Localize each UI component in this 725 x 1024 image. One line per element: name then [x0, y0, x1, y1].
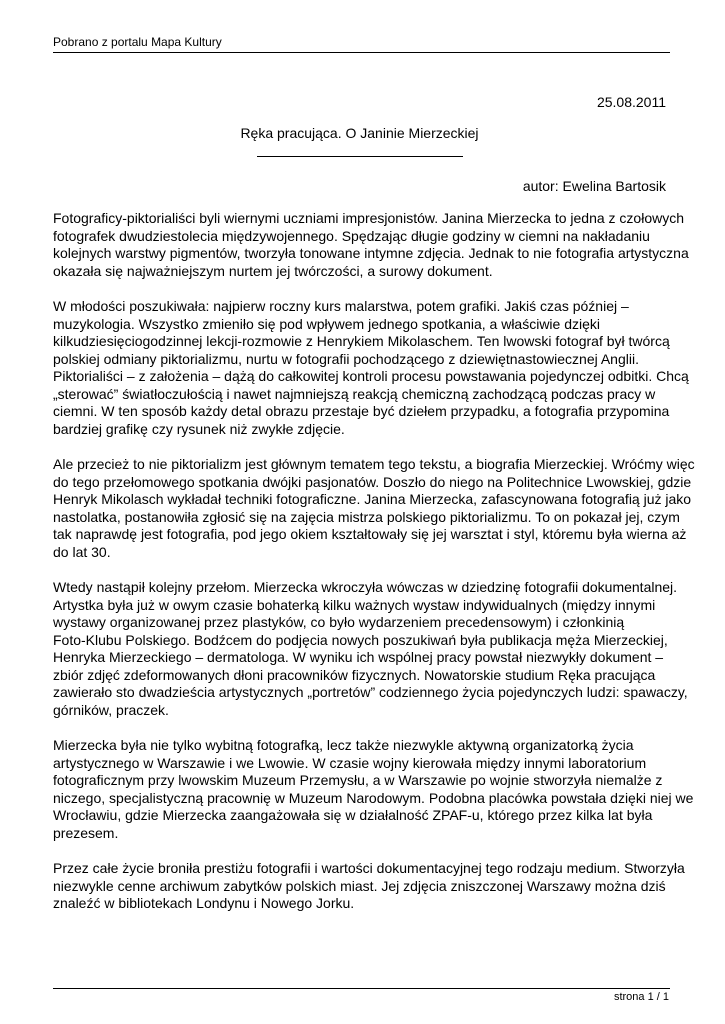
text-line: tak naprawdę jest fotografia, pod jego okiem kształtowały się jej warsztat i styl, któremu była wierna aż: [53, 526, 687, 542]
text-line: górników, praczek.: [53, 701, 169, 718]
title-underline: [257, 156, 463, 157]
text-line: Mierzecka była nie tylko wybitną fotografką, lecz także niezwykle aktywną organizatorką życia: [53, 737, 634, 753]
paragraph-1: [53, 210, 689, 280]
header-divider: [53, 52, 670, 53]
text-line: do lat 30.: [53, 543, 111, 560]
text-line: do tego przełomowego spotkania dwójki pasjonatów. Doszło do niego na Politechnice Lwowskiej, gdzie: [53, 473, 692, 490]
text-line: Foto-Klubu Polskiego. Bodźcem do podjęcia nowych poszukiwań była publikacja męża Mierzeckiej,: [53, 631, 668, 648]
paragraph-3: [53, 456, 695, 561]
text-line: Piktorialiści – z założenia – dążą do całkowitej kontroli procesu powstawania pojedynczej odbitki. Chcą: [53, 368, 689, 384]
paragraph-2: [53, 298, 689, 438]
paragraph-4: [53, 579, 688, 719]
text-line: Przez całe życie broniła prestiżu fotografii i wartości dokumentacyjnej tego rodzaju medium. Stworzyła: [53, 860, 685, 876]
text-line: artystycznego w Warszawie i we Lwowie. W czasie wojny kierowała między innymi laboratorium: [53, 754, 647, 771]
article-title: Ręka pracująca. O Janinie Mierzeckiej: [240, 125, 479, 141]
text-line: „sterować” światłoczułością i nawet najmniejszą reakcją chemiczną zachodzącą podczas pracy w: [53, 385, 656, 402]
text-line: Henryka Mierzeckiego – dermatologa. W wyniku ich wspólnej pracy powstał niezwykły dokument –: [53, 649, 664, 665]
page-header-source: Pobrano z portalu Mapa Kultury: [53, 35, 222, 49]
paragraph-6: [53, 860, 685, 913]
text-line: muzykologia. Wszystko zmieniło się pod wpływem jednego spotkania, a właściwie dzięki: [53, 315, 601, 332]
text-line: polskiej odmiany piktorializmu, nurtu w fotografii pochodzącego z dziewiętnastowiecznej Anglii.: [53, 350, 639, 367]
text-line: Fotograficy-piktorialiści byli wiernymi uczniami impresjonistów. Janina Mierzecka to jedna z czołowych: [53, 210, 685, 226]
article-body: [53, 210, 695, 931]
article-author: autor: Ewelina Bartosik: [522, 178, 666, 194]
text-line: bardziej grafikę czy rysunek niż zwykłe zdjęcie.: [53, 420, 345, 437]
text-line: zbiór zdjęć zdeformowanych dłoni pracowników fizycznych. Nowatorskie studium Ręka pracująca: [53, 666, 656, 683]
text-line: niczego, specjalistyczną pracownię w Muzeum Narodowym. Podobna placówka powstała dzięki niej we: [53, 789, 694, 806]
text-line: kilkudziesięciogodzinnej lekcji-rozmowie z Henrykiem Mikolaschem. Ten lwowski fotograf był twórcą: [53, 333, 670, 349]
text-line: Artystka była już w owym czasie bohaterką kilku ważnych wystaw indywidualnych (między innymi: [53, 596, 656, 613]
text-line: W młodości poszukiwała: najpierw roczny kurs malarstwa, potem grafiki. Jakiś czas później –: [53, 298, 629, 314]
page-number: strona 1 / 1: [613, 991, 669, 1003]
text-line: okazała się najważniejszym nurtem jej twórczości, a surowy dokument.: [53, 262, 493, 279]
text-line: niezwykle cenne archiwum zabytków polskich miast. Jej zdjęcia zniszczonej Warszawy można dziś: [53, 877, 666, 894]
text-line: Ale przecież to nie piktorializm jest głównym tematem tego tekstu, a biografia Mierzeckiej. Wróćmy więc: [53, 456, 695, 472]
text-line: ciemni. W ten sposób każdy detal obrazu przestaje być dziełem przypadku, a fotografia przypomina: [53, 403, 670, 419]
paragraph-5: [53, 737, 694, 842]
text-line: wystawy organizowanej przez plastyków, co było wydarzeniem precedensowym) i członkinią: [53, 614, 625, 630]
text-line: fotografek dwudziestolecia międzywojennego. Spędzając długie godziny w ciemni na nakładaniu: [53, 227, 650, 244]
text-line: Henryk Mikolasch wykładał techniki fotograficzne. Janina Mierzecka, zafascynowana fotografią już jako: [53, 491, 692, 507]
text-line: Wrocławiu, gdzie Mierzecka zaangażowała się w działalność ZPAF-u, którego przez kilka lat była: [53, 807, 653, 823]
text-line: kolejnych warstwy pigmentów, tworzyła tonowane intymne zdjęcia. Jednak to nie fotografia artystyczna: [53, 245, 689, 261]
text-line: zawierało sto dwadzieścia artystycznych „portretów” codziennego życia pojedynczych ludzi: spawaczy,: [53, 684, 688, 700]
article-date: 25.08.2011: [596, 94, 666, 110]
text-line: nastolatka, postanowiła zgłosić się na zajęcia mistrza polskiego piktorializmu. To on pokazał jej, czym: [53, 508, 680, 525]
text-line: znaleźć w bibliotekach Londynu i Nowego Jorku.: [53, 895, 355, 911]
text-line: Wtedy nastąpił kolejny przełom. Mierzecka wkroczyła wówczas w dziedzinę fotografii dokumentalnej.: [53, 579, 678, 595]
footer-divider: [53, 988, 670, 989]
text-line: fotograficznym przy lwowskim Muzeum Przemysłu, a w Warszawie po wojnie stworzyła niemalże z: [53, 772, 663, 788]
text-line: prezesem.: [53, 824, 119, 841]
